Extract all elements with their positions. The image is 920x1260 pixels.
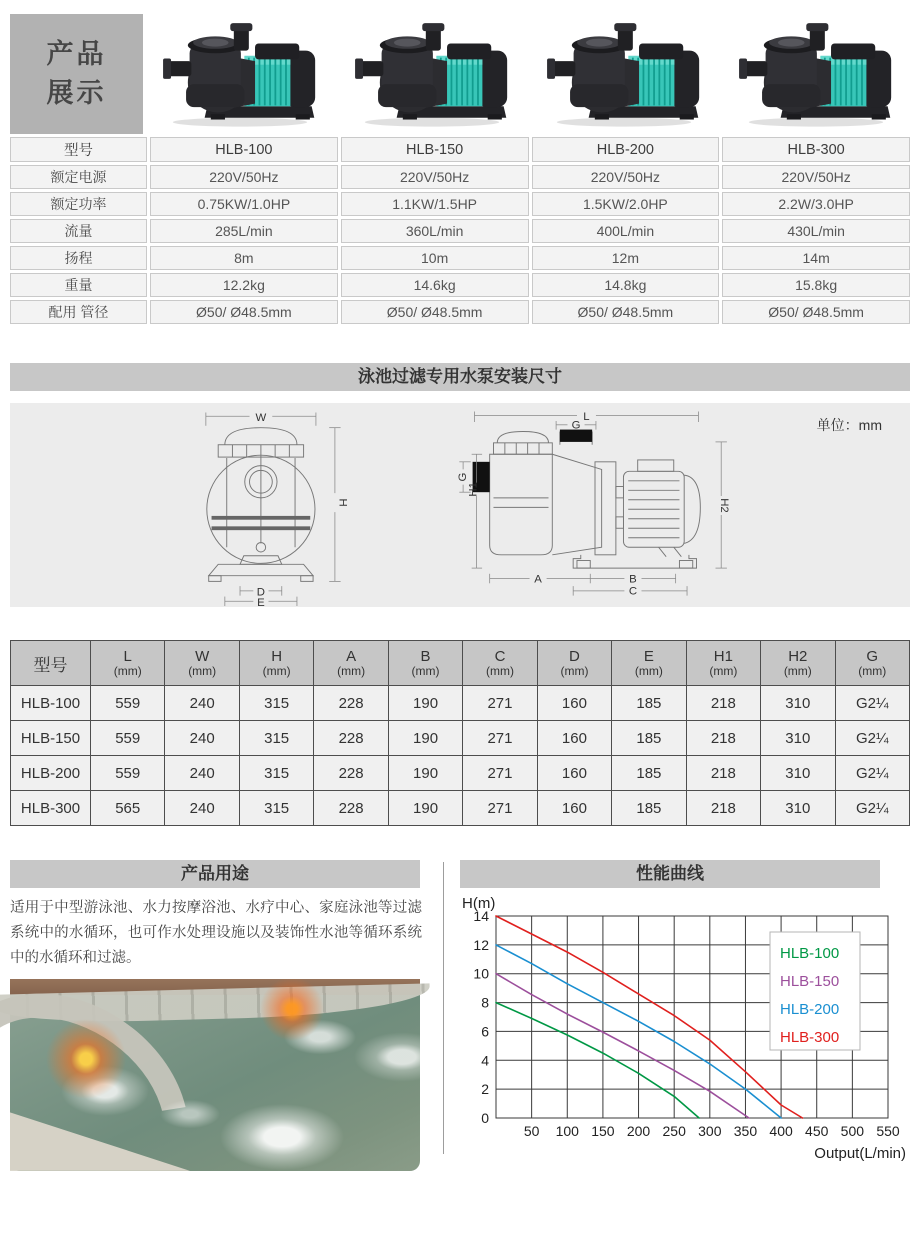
product-display-row [10,14,910,134]
usage-section-title: 产品用途 [10,860,420,888]
curve-HLB-300 [496,916,803,1118]
dim-col-unit: (mm) [486,664,514,679]
dim-value: 185 [612,756,686,791]
dim-header [537,641,611,686]
spec-value: 220V/50Hz [150,165,338,189]
performance-chart-svg [446,892,910,1170]
dim-label-g-left: G [456,472,469,482]
dim-value: 160 [537,756,611,791]
dim-col-letter: H [271,647,283,665]
spec-row-rated-power [10,192,910,216]
dim-value: 190 [388,756,462,791]
dimension-header-row [11,641,910,686]
product-display-title [10,14,143,134]
dim-col-letter: G [866,647,879,665]
pump-photo-cell [338,14,527,134]
svg-text:2: 2 [481,1081,489,1098]
dim-model: HLB-100 [11,686,91,721]
dim-value: 218 [686,721,760,756]
spec-row-pipe-diameter [10,300,910,324]
spec-value: 14.6kg [341,273,529,297]
dim-value: 240 [165,686,239,721]
pump-image [732,17,900,131]
dim-label-a: A [534,573,542,586]
installation-section-title: 泳池过滤专用水泵安装尺寸 [10,363,910,391]
spec-value: 1.5KW/2.0HP [532,192,720,216]
unit-note: 单位：mm [816,417,882,433]
dim-value: 310 [761,686,835,721]
svg-text:250: 250 [662,1123,686,1139]
dim-value: G2¼ [835,791,909,826]
dim-value: 240 [165,756,239,791]
dim-label-b: B [629,573,637,586]
chart-ylabel: H(m) [462,895,496,912]
dim-header [91,641,165,686]
spec-value: 360L/min [341,219,529,243]
dim-value: 271 [463,686,537,721]
spec-value: 1.1KW/1.5HP [341,192,529,216]
dim-value: 160 [537,686,611,721]
legend-item-HLB-200: HLB-200 [780,1001,840,1018]
dim-value: 228 [314,686,388,721]
svg-text:200: 200 [626,1123,651,1139]
dim-value: 185 [612,686,686,721]
dim-header [165,641,239,686]
legend-item-HLB-300: HLB-300 [780,1029,840,1046]
pump-photo-cell [721,14,910,134]
pump-image [540,17,708,131]
spec-value: 8m [150,246,338,270]
dim-header [239,641,313,686]
dim-col-letter: W [195,647,210,665]
chart-legend [770,932,860,1050]
dim-col-unit: (mm) [709,664,738,679]
dim-value: 160 [537,721,611,756]
dim-header-model: 型号 [11,641,91,686]
spec-label: 扬程 [10,246,147,270]
performance-section-title: 性能曲线 [460,860,880,888]
dim-col-unit: (mm) [188,664,217,679]
pump-photo-cell [146,14,335,134]
dim-label-h1: H1 [467,482,480,497]
dim-model: HLB-300 [11,791,91,826]
installation-drawing-area [10,403,910,610]
dim-value: 315 [239,756,313,791]
title-line-1: 产品 [46,38,107,69]
dim-col-unit: (mm) [113,664,142,679]
dim-value: 218 [686,686,760,721]
dim-value: 190 [388,791,462,826]
spec-value: 12.2kg [150,273,338,297]
spec-label: 额定功率 [10,192,147,216]
svg-text:12: 12 [473,936,489,953]
dim-value: 160 [537,791,611,826]
usage-text: 适用于中型游泳池、水力按摩浴池、水疗中心、家庭泳池等过滤系统中的水循环，也可作水处理设施以及装饰性水池等循环系统中的水循环和过滤。 [10,900,422,966]
dim-col-letter: B [420,647,431,665]
dim-value: 310 [761,791,835,826]
spec-value: 285L/min [150,219,338,243]
pump-photo-cell [530,14,719,134]
dim-header [388,641,462,686]
spec-value: 430L/min [722,219,910,243]
dimension-row [11,756,910,791]
dim-col-unit: (mm) [858,664,887,679]
dim-value: 559 [91,721,165,756]
dim-value: 185 [612,791,686,826]
dim-model: HLB-200 [11,756,91,791]
dim-header [835,641,909,686]
dim-value: 218 [686,756,760,791]
spec-value: HLB-100 [150,137,338,162]
dim-col-unit: (mm) [783,664,812,679]
spec-label: 流量 [10,219,147,243]
svg-text:150: 150 [591,1123,615,1139]
spec-value: 12m [532,246,720,270]
dim-model: HLB-150 [11,721,91,756]
spec-row-model [10,137,910,162]
dim-col-letter: A [346,647,357,665]
spec-value: 10m [341,246,529,270]
dim-value: 559 [91,756,165,791]
spec-table [7,134,913,327]
svg-text:100: 100 [555,1123,579,1139]
spec-label: 重量 [10,273,147,297]
dim-value: 190 [388,721,462,756]
dim-value: 218 [686,791,760,826]
spec-value: 400L/min [532,219,720,243]
spec-value: Ø50/ Ø48.5mm [150,300,338,324]
dim-value: 315 [239,791,313,826]
legend-item-HLB-150: HLB-150 [780,973,840,990]
dim-col-letter: L [123,647,132,665]
dim-value: G2¼ [835,756,909,791]
performance-chart [446,892,910,1175]
dim-value: G2¼ [835,686,909,721]
dim-header [612,641,686,686]
svg-text:400: 400 [769,1123,793,1139]
svg-text:350: 350 [733,1123,758,1139]
svg-text:550: 550 [876,1123,900,1139]
svg-text:300: 300 [698,1123,722,1139]
spec-value: HLB-300 [722,137,910,162]
dimension-row [11,686,910,721]
dim-label-g-top: G [571,419,581,432]
spec-value: 220V/50Hz [341,165,529,189]
dim-value: 240 [165,721,239,756]
dim-value: 315 [239,721,313,756]
dim-col-letter: D [569,647,580,665]
dim-col-unit: (mm) [560,664,589,679]
performance-column [431,860,910,1175]
spec-label: 型号 [10,137,147,162]
spec-value: HLB-200 [532,137,720,162]
vertical-divider [443,862,444,1154]
dim-value: 315 [239,686,313,721]
dim-label-c: C [628,585,638,598]
curve-HLB-150 [496,974,749,1118]
spec-value: 14.8kg [532,273,720,297]
pool-photo [10,979,420,1171]
spec-value: 220V/50Hz [722,165,910,189]
svg-text:6: 6 [481,1023,489,1040]
dim-col-unit: (mm) [634,664,663,679]
dim-label-l: L [583,411,590,424]
legend-item-HLB-100: HLB-100 [780,945,840,962]
spec-value: Ø50/ Ø48.5mm [532,300,720,324]
dim-value: 185 [612,721,686,756]
dim-value: 310 [761,756,835,791]
svg-text:500: 500 [840,1123,865,1139]
spec-value: 220V/50Hz [532,165,720,189]
dimension-row [11,791,910,826]
spec-value: 14m [722,246,910,270]
dim-col-unit: (mm) [411,664,440,679]
dim-label-h: H [336,498,349,507]
svg-text:14: 14 [473,908,489,924]
spec-row-head [10,246,910,270]
spec-value: HLB-150 [341,137,529,162]
dim-label-d: D [256,586,266,599]
dim-col-letter: C [494,647,506,665]
dim-label-w: W [255,412,267,425]
spec-label: 配用 管径 [10,300,147,324]
dim-value: 310 [761,721,835,756]
spec-value: Ø50/ Ø48.5mm [722,300,910,324]
pool-photo-splashes [10,979,420,1171]
svg-text:8: 8 [481,994,489,1011]
spec-row-weight [10,273,910,297]
dim-header [314,641,388,686]
dim-value: 228 [314,721,388,756]
dim-col-letter: H2 [788,647,808,665]
dim-value: 228 [314,756,388,791]
pump-image [348,17,516,131]
usage-column [10,860,431,1175]
spec-value: Ø50/ Ø48.5mm [341,300,529,324]
dim-col-unit: (mm) [262,664,291,679]
dim-col-letter: E [643,647,654,665]
dim-header [463,641,537,686]
spec-value: 0.75KW/1.0HP [150,192,338,216]
dim-header [686,641,760,686]
dim-value: 228 [314,791,388,826]
dim-value: 271 [463,721,537,756]
dim-value: 240 [165,791,239,826]
dim-col-letter: H1 [713,647,733,665]
dim-col-unit: (mm) [337,664,366,679]
pump-side-view-drawing [440,403,750,607]
dim-value: 565 [91,791,165,826]
dim-value: 559 [91,686,165,721]
dim-value: 271 [463,756,537,791]
svg-text:0: 0 [481,1110,489,1126]
svg-text:10: 10 [473,965,489,982]
chart-xlabel: Output(L/min) [814,1145,906,1162]
dim-label-e: E [257,597,265,610]
dim-value: 271 [463,791,537,826]
bottom-section [10,860,910,1175]
title-line-2: 展示 [46,78,107,108]
dim-label-h2: H2 [718,498,731,513]
spec-row-power-supply [10,165,910,189]
dim-header [761,641,835,686]
dim-value: 190 [388,686,462,721]
svg-text:4: 4 [481,1052,489,1069]
spec-row-flow [10,219,910,243]
dimension-row [11,721,910,756]
pump-front-view-drawing [160,403,395,610]
svg-text:450: 450 [805,1123,829,1139]
spec-value: 15.8kg [722,273,910,297]
dim-value: G2¼ [835,721,909,756]
spec-value: 2.2W/3.0HP [722,192,910,216]
product-sheet [0,14,920,1162]
dimension-table [10,640,910,826]
spec-label: 额定电源 [10,165,147,189]
pump-image [156,17,324,131]
svg-text:50: 50 [523,1123,540,1139]
